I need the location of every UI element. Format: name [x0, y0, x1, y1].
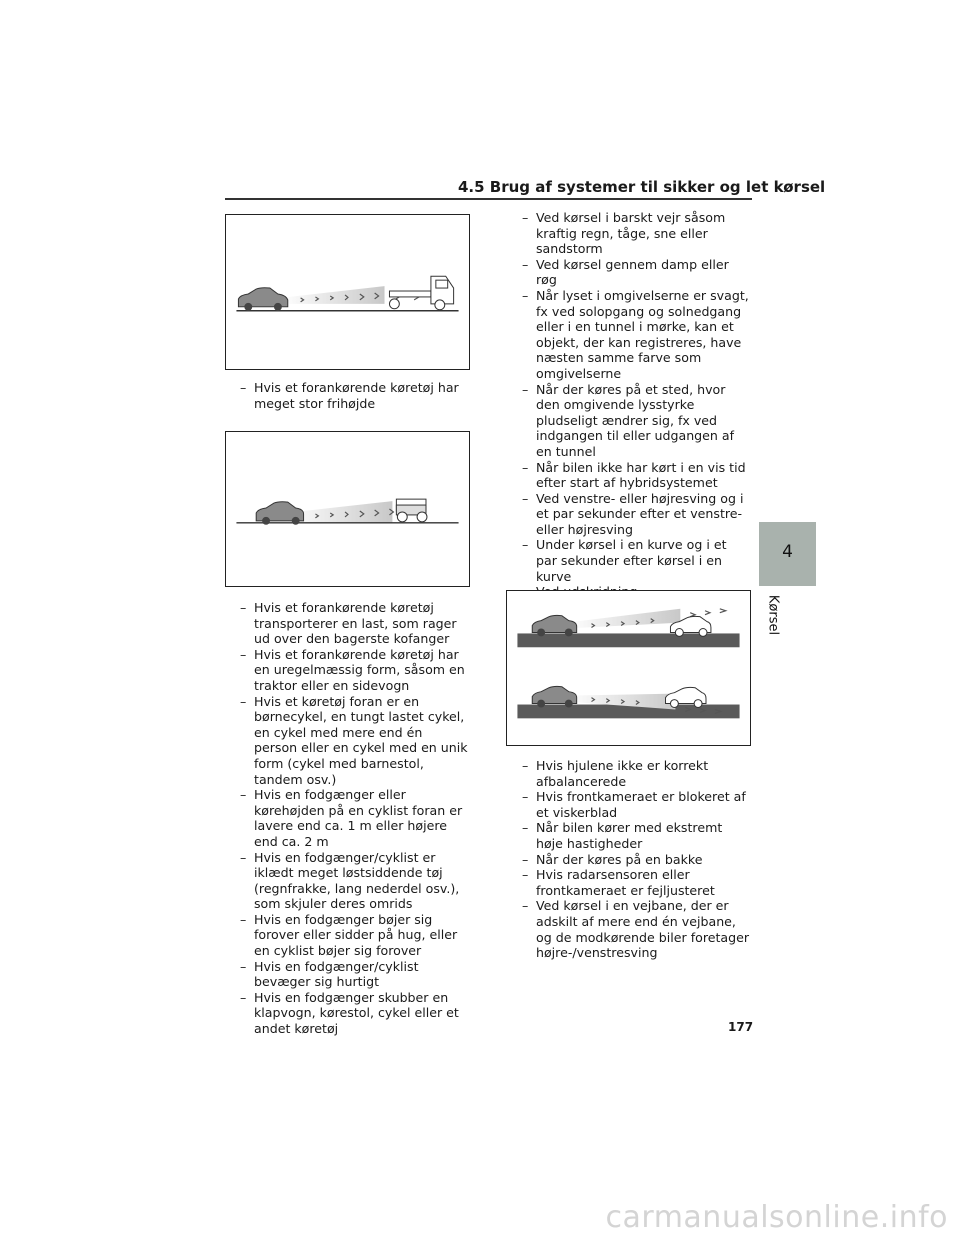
section-header: 4.5 Brug af systemer til sikker og let kørsel [458, 178, 826, 196]
list-item: – Hvis en fodgænger/cyklist er iklædt meget løstsiddende tøj (regnfrakke, lang nederdel osv.), som skjuler deres omrids [240, 850, 468, 912]
list-item: – Hvis en fodgænger eller kørehøjden på en cyklist foran er lavere end ca. 1 m eller højere end ca. 2 m [240, 787, 468, 849]
page-number: 177 [728, 1020, 754, 1034]
list-item: – Hvis radarsensoren eller frontkameraet er fejljusteret [522, 867, 750, 898]
list-item: – Hvis en fodgænger skubber en klapvogn, kørestol, cykel eller et andet køretøj [240, 990, 468, 1037]
list-item: – Hvis hjulene ikke er korrekt afbalancerede [522, 758, 750, 789]
figure-load-overhang [225, 431, 470, 587]
chapter-number: 4 [782, 542, 793, 562]
list-item: – Hvis et forankørende køretøj transporterer en last, som rager ud over den bagerste kofanger [240, 600, 468, 647]
chapter-label-container [760, 590, 786, 640]
list-item: – Hvis en fodgænger bøjer sig forover eller sidder på hug, eller en cyklist bøjer sig forover [240, 912, 468, 959]
chapter-tab[interactable] [759, 522, 816, 586]
list-item: – Hvis et forankørende køretøj har meget stor frihøjde [240, 380, 465, 411]
list-item: – Hvis et køretøj foran er en børnecykel, en tungt lastet cykel, en cykel med mere end én person eller en cykel med en unik form (cykel med barnestol, tandem osv.) [240, 694, 468, 788]
list-item: – Når bilen ikke har kørt i en vis tid efter start af hybridsystemet [522, 460, 750, 491]
list-item: – Hvis en fodgænger/cyklist bevæger sig hurtigt [240, 959, 468, 990]
list-item: – Ved venstre- eller højresving og i et par sekunder efter et venstre- eller højresving [522, 491, 750, 538]
list-item: – Hvis et forankørende køretøj har en uregelmæssig form, såsom en traktor eller en sidevogn [240, 647, 468, 694]
list-item: – Når lyset i omgivelserne er svagt, fx ved solopgang og solnedgang eller i en tunnel i mørke, kan et objekt, der kan registreres, have næsten samme farve som omgivelserne [522, 288, 750, 382]
header-rule [225, 198, 752, 200]
list-high-clearance [240, 380, 465, 411]
figure-front-lift [506, 590, 751, 746]
list-item: – Ved kørsel i barskt vejr såsom kraftig regn, tåge, sne eller sandstorm [522, 210, 750, 257]
list-item: – Når der køres på en bakke [522, 852, 750, 868]
watermark: carmanualsonline.info [605, 1200, 948, 1235]
list-item: – Når der køres på et sted, hvor den omgivende lysstyrke pludseligt ændrer sig, fx ved indgangen til eller udgangen af en tunnel [522, 382, 750, 460]
list-environment-conditions [522, 210, 750, 631]
chapter-label: Kørsel [765, 594, 781, 636]
list-irregular-objects [240, 600, 468, 1037]
list-item: – Under kørsel i en kurve og i et par sekunder efter kørsel i en kurve [522, 537, 750, 584]
list-item: – Ved kørsel gennem damp eller røg [522, 257, 750, 288]
list-item: – Ved kørsel i en vejbane, der er adskilt af mere end én vejbane, og de modkørende biler foretager højre-/venstresving [522, 898, 750, 960]
list-item: – Når bilen kører med ekstremt høje hastigheder [522, 820, 750, 851]
figure-high-clearance-truck [225, 214, 470, 370]
list-item: – Hvis frontkameraet er blokeret af et viskerblad [522, 789, 750, 820]
list-vehicle-conditions [522, 758, 750, 961]
